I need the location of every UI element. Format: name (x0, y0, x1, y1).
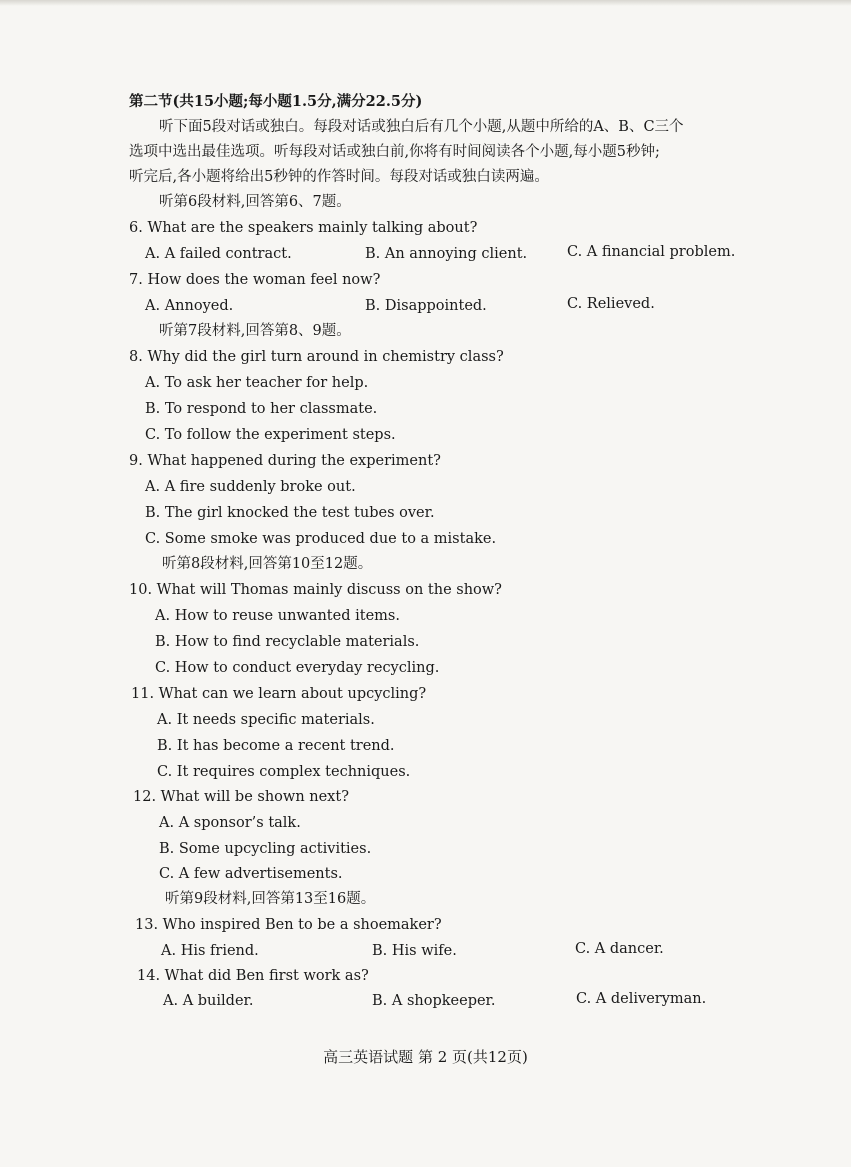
material-header: 听第6段材料,回答第6、7题。 (159, 194, 351, 210)
option-c: C. To follow the experiment steps. (145, 427, 396, 443)
option-c: C. Some smoke was produced due to a mistake. (145, 531, 497, 547)
section-header: 第二节(共15小题;每小题1.5分,满分22.5分) (129, 93, 423, 110)
material-header: 听第8段材料,回答第10至12题。 (162, 556, 373, 572)
instruction-line: 听完后,各小题将给出5秒钟的作答时间。每段对话或独白读两遍。 (129, 169, 549, 185)
question-stem: 11. What can we learn about upcycling? (131, 686, 427, 702)
material-header: 听第7段材料,回答第8、9题。 (159, 323, 351, 339)
option-b: B. The girl knocked the test tubes over. (145, 505, 435, 521)
option-a: A. A fire suddenly broke out. (145, 479, 356, 495)
question-stem: 7. How does the woman feel now? (129, 272, 381, 288)
question-stem: 13. Who inspired Ben to be a shoemaker? (135, 917, 442, 933)
question-stem: 6. What are the speakers mainly talking about? (129, 220, 478, 236)
page-footer: 高三英语试题 第 2 页(共12页) (323, 1048, 528, 1066)
option-a: A. How to reuse unwanted items. (155, 608, 400, 624)
option-b: B. Disappointed. (365, 298, 487, 314)
option-a: A. A builder. (163, 993, 254, 1009)
option-b: B. An annoying client. (365, 246, 528, 262)
option-c: C. A deliveryman. (576, 991, 707, 1007)
option-c: C. A few advertisements. (159, 866, 343, 882)
material-header: 听第9段材料,回答第13至16题。 (165, 891, 376, 907)
option-b: B. Some upcycling activities. (159, 841, 372, 857)
question-stem: 12. What will be shown next? (133, 789, 349, 805)
instruction-line: 选项中选出最佳选项。听每段对话或独白前,你将有时间阅读各个小题,每小题5秒钟; (129, 144, 660, 160)
option-c: C. How to conduct everyday recycling. (155, 660, 440, 676)
question-stem: 9. What happened during the experiment? (129, 453, 441, 469)
option-b: B. His wife. (372, 943, 457, 959)
option-c: C. Relieved. (567, 296, 655, 312)
option-a: A. A sponsor’s talk. (159, 815, 301, 831)
option-a: A. His friend. (161, 943, 259, 959)
option-b: B. To respond to her classmate. (145, 401, 378, 417)
option-b: B. It has become a recent trend. (157, 738, 395, 754)
option-c: C. It requires complex techniques. (157, 764, 411, 780)
question-stem: 14. What did Ben first work as? (137, 968, 369, 984)
question-stem: 10. What will Thomas mainly discuss on the show? (129, 582, 502, 598)
instruction-line: 听下面5段对话或独白。每段对话或独白后有几个小题,从题中所给的A、B、C三个 (159, 119, 684, 135)
option-a: A. It needs specific materials. (157, 712, 375, 728)
option-b: B. How to find recyclable materials. (155, 634, 420, 650)
option-a: A. A failed contract. (145, 246, 292, 262)
option-c: C. A dancer. (575, 941, 664, 957)
option-c: C. A financial problem. (567, 244, 736, 260)
option-a: A. To ask her teacher for help. (145, 375, 369, 391)
option-a: A. Annoyed. (145, 298, 234, 314)
question-stem: 8. Why did the girl turn around in chemistry class? (129, 349, 504, 365)
scan-edge (0, 0, 851, 6)
option-b: B. A shopkeeper. (372, 993, 496, 1009)
